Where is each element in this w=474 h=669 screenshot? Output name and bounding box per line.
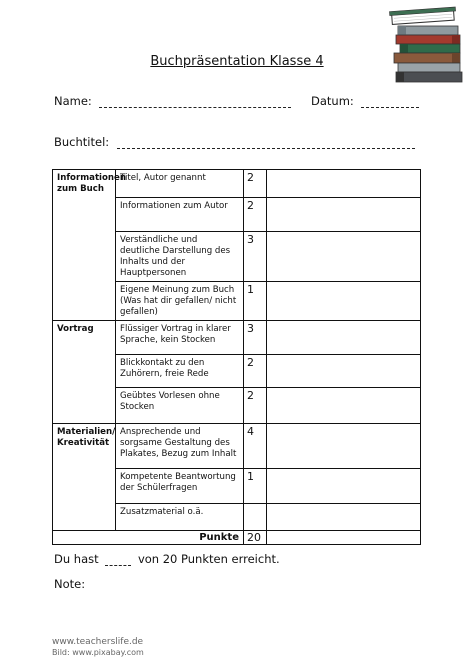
score-cell[interactable]	[267, 281, 421, 320]
result-sentence	[54, 552, 280, 566]
table-row	[53, 468, 421, 503]
result-prefix: Du hast	[54, 552, 99, 566]
name-label: Name:	[54, 94, 92, 108]
score-cell[interactable]	[267, 503, 421, 530]
criterion-cell: Blickkontakt zu den Zuhörern, freie Rede	[116, 354, 244, 387]
table-row	[53, 231, 421, 281]
books-stack-illustration	[382, 4, 468, 86]
result-score-line[interactable]	[105, 555, 131, 566]
criterion-cell: Verständliche und deutliche Darstellung des Inhalts und der Hauptpersonen	[116, 231, 244, 281]
group-spacer	[53, 503, 116, 530]
points-cell	[244, 503, 267, 530]
points-cell: 2	[244, 170, 267, 198]
score-cell[interactable]	[267, 423, 421, 468]
buchtitel-line[interactable]	[117, 138, 415, 149]
total-row	[53, 530, 421, 544]
datum-field-row	[311, 94, 419, 108]
datum-line[interactable]	[361, 97, 419, 108]
criterion-cell: Flüssiger Vortrag in klarer Sprache, kein Stocken	[116, 320, 244, 354]
criterion-cell: Kompetente Beantwortung der Schülerfragen	[116, 468, 244, 503]
name-line[interactable]	[99, 97, 291, 108]
points-cell: 3	[244, 231, 267, 281]
group-label-materialien: Materialien/ Kreativität	[53, 423, 116, 468]
score-cell[interactable]	[267, 387, 421, 423]
total-value: 20	[244, 530, 267, 544]
total-label: Punkte	[53, 530, 244, 544]
points-cell: 2	[244, 354, 267, 387]
criterion-cell: Informationen zum Autor	[116, 197, 244, 231]
buchtitel-label: Buchtitel:	[54, 135, 110, 149]
group-spacer	[53, 387, 116, 423]
points-cell: 3	[244, 320, 267, 354]
group-label-vortrag: Vortrag	[53, 320, 116, 354]
points-cell: 2	[244, 197, 267, 231]
table-row	[53, 423, 421, 468]
group-label-informationen: Informationen zum Buch	[53, 170, 116, 198]
group-spacer	[53, 468, 116, 503]
score-cell[interactable]	[267, 320, 421, 354]
table-row	[53, 503, 421, 530]
group-spacer	[53, 354, 116, 387]
total-score-cell[interactable]	[267, 530, 421, 544]
points-cell: 1	[244, 281, 267, 320]
score-cell[interactable]	[267, 468, 421, 503]
group-spacer	[53, 281, 116, 320]
criterion-cell: Eigene Meinung zum Buch (Was hat dir gefallen/ nicht gefallen)	[116, 281, 244, 320]
evaluation-table	[52, 169, 421, 545]
table-row	[53, 281, 421, 320]
document-title: Buchpräsentation Klasse 4	[150, 54, 324, 69]
score-cell[interactable]	[267, 231, 421, 281]
buchtitel-field-row	[54, 135, 415, 149]
table-row	[53, 387, 421, 423]
criterion-cell: Zusatzmaterial o.ä.	[116, 503, 244, 530]
score-cell[interactable]	[267, 197, 421, 231]
points-cell: 4	[244, 423, 267, 468]
note-label: Note:	[54, 577, 86, 591]
datum-label: Datum:	[311, 94, 354, 108]
points-cell: 1	[244, 468, 267, 503]
name-field-row	[54, 94, 291, 108]
criterion-cell: Ansprechende und sorgsame Gestaltung des Plakates, Bezug zum Inhalt	[116, 423, 244, 468]
score-cell[interactable]	[267, 170, 421, 198]
table-row	[53, 197, 421, 231]
criterion-cell: Geübtes Vorlesen ohne Stocken	[116, 387, 244, 423]
footer-website: www.teacherslife.de	[52, 637, 144, 647]
score-cell[interactable]	[267, 354, 421, 387]
points-cell: 2	[244, 387, 267, 423]
result-suffix: von 20 Punkten erreicht.	[137, 552, 280, 566]
table-row	[53, 170, 421, 198]
table-row	[53, 354, 421, 387]
table-row	[53, 320, 421, 354]
footer-image-credit: Bild: www.pixabay.com	[52, 648, 144, 657]
group-spacer	[53, 231, 116, 281]
group-spacer	[53, 197, 116, 231]
criterion-cell: Titel, Autor genannt	[116, 170, 244, 198]
